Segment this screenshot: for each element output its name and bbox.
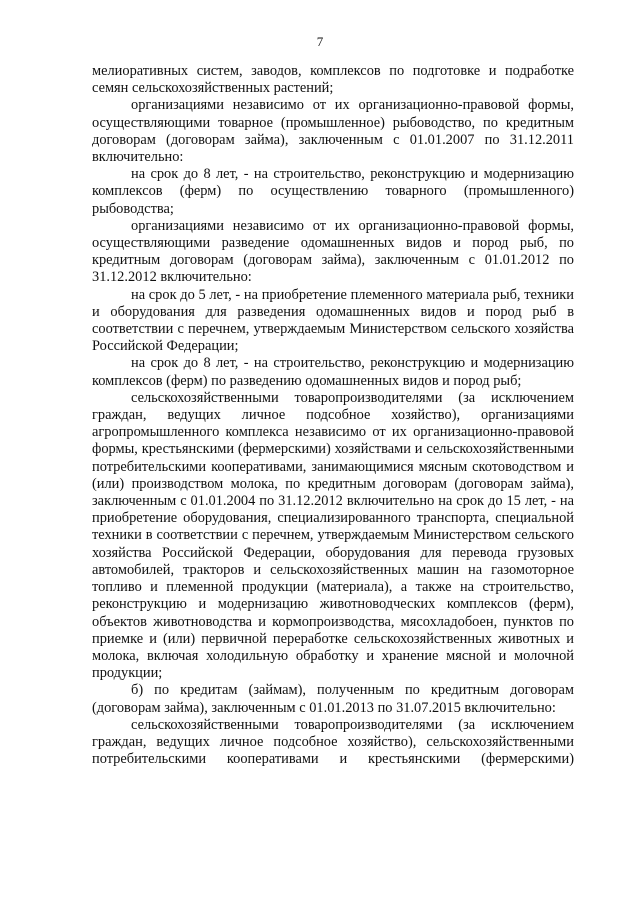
paragraph: на срок до 8 лет, - на строительство, реконструкцию и модернизацию комплексов (ферм) по осуществлению товарного (промышленного) рыбоводства; xyxy=(92,166,574,217)
paragraph: мелиоративных систем, заводов, комплексов по подготовке и подработке семян сельскохозяйственных растений; xyxy=(92,63,574,97)
body-text xyxy=(92,63,574,768)
page-number: 7 xyxy=(316,34,324,49)
paragraph: организациями независимо от их организационно-правовой формы, осуществляющими разведение одомашненных видов и пород рыб, по кредитным договорам (договорам займа), заключенным с 01.01.2012 по 31.12.2012 включительно: xyxy=(92,217,574,286)
paragraph: на срок до 8 лет, - на строительство, реконструкцию и модернизацию комплексов (ферм) по разведению одомашненных видов и пород рыб; xyxy=(92,355,574,389)
paragraph: сельскохозяйственными товаропроизводителями (за исключением граждан, ведущих личное подсобное хозяйство), сельскохозяйственными потребительскими кооперативами и крестьянскими (фермерскими) xyxy=(92,716,574,768)
paragraph: сельскохозяйственными товаропроизводителями (за исключением граждан, ведущих личное подсобное хозяйство), организациями агропромышленного комплекса независимо от их организационно-правовой формы, крестьянскими (фермерскими) хозяйствами и сельскохозяйственными потребительскими кооперативами, занимающимися мясным скотоводством и (или) производством молока, по кредитным договорам (договорам займа), заключенным с 01.01.2004 по 31.12.2012 включительно на срок до 15 лет, - на приобретение оборудования, специализированного транспорта, специальной техники в соответствии с перечнем, утверждаемым Министерством сельского хозяйства Российской Федерации, оборудования для перевода грузовых автомобилей, тракторов и сельскохозяйственных машин на газомоторное топливо и племенной продукции (материала), а также на строительство, реконструкцию и модернизацию животноводческих комплексов (ферм), объектов животноводства и кормопроизводства, мясохладобоен, пунктов по приемке и (или) первичной переработке сельскохозяйственных животных и молока, включая холодильную обработку и хранение мясной и молочной продукции; xyxy=(92,389,574,682)
paragraph: организациями независимо от их организационно-правовой формы, осуществляющими товарное (промышленное) рыбоводство, по кредитным договорам (договорам займа), заключенным с 01.01.2007 по 31.12.2011 включительно: xyxy=(92,97,574,166)
paragraph: б) по кредитам (займам), полученным по кредитным договорам (договорам займа), заключенным с 01.01.2013 по 31.07.2015 включительно: xyxy=(92,682,574,716)
paragraph: на срок до 5 лет, - на приобретение племенного материала рыб, техники и оборудования для разведения одомашненных видов и пород рыб в соответствии с перечнем, утверждаемым Министерством сельского хозяйства Российской Федерации; xyxy=(92,286,574,355)
